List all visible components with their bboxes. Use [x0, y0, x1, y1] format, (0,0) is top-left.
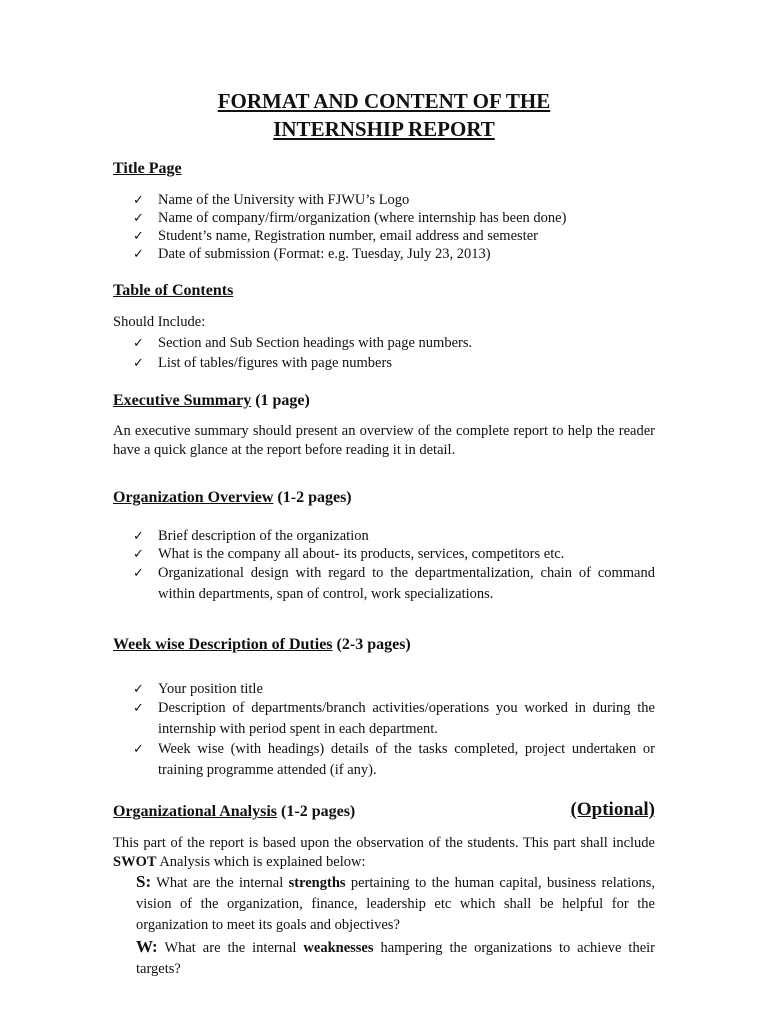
section-heading-week-duties: [113, 636, 411, 654]
title-page-list: [133, 191, 655, 263]
list-item: ✓ Section and Sub Section headings with page numbers.: [133, 335, 473, 351]
list-item: ✓ Student’s name, Registration number, email address and semester: [133, 228, 538, 244]
section-heading-text: Title Page: [113, 160, 182, 177]
checkmark-icon: ✓: [133, 335, 144, 350]
document-title-line1: FORMAT AND CONTENT OF THE: [217, 89, 551, 113]
week-duties-list: [133, 680, 655, 780]
section-page-count: (1 page): [255, 392, 310, 409]
checkmark-icon: ✓: [133, 565, 144, 580]
section-heading-toc: [113, 282, 233, 300]
list-item: ✓ Week wise (with headings) details of the tasks completed, project undertaken or training programme attended (if any).: [133, 741, 655, 778]
organization-overview-list: [133, 527, 655, 604]
checkmark-icon: ✓: [133, 681, 144, 696]
section-heading-text: Executive Summary: [113, 392, 252, 409]
list-item: ✓ Brief description of the organization: [133, 528, 369, 544]
list-item: ✓ Your position title: [133, 681, 263, 697]
checkmark-icon: ✓: [133, 192, 144, 207]
list-item: ✓ Date of submission (Format: e.g. Tuesday, July 23, 2013): [133, 246, 491, 262]
swot-letter: S:: [136, 872, 152, 891]
list-item: ✓ Name of the University with FJWU’s Logo: [133, 192, 410, 208]
checkmark-icon: ✓: [133, 700, 144, 715]
list-item: ✓ Organizational design with regard to the departmentalization, chain of command within departments, span of control, work specializations.: [133, 565, 655, 602]
section-heading-organizational-analysis: [113, 803, 355, 821]
document-title-line2: INTERNSHIP REPORT: [273, 117, 495, 141]
list-item: ✓ List of tables/figures with page numbers: [133, 355, 392, 371]
checkmark-icon: ✓: [133, 355, 144, 370]
section-heading-title-page: [113, 160, 182, 178]
section-heading-text: Organization Overview: [113, 489, 274, 506]
section-heading-text: Week wise Description of Duties: [113, 636, 333, 653]
checkmark-icon: ✓: [133, 546, 144, 561]
section-page-count: (1-2 pages): [281, 803, 356, 820]
optional-label: (Optional): [570, 799, 655, 820]
list-item: ✓ Name of company/firm/organization (where internship has been done): [133, 210, 567, 226]
checkmark-icon: ✓: [133, 228, 144, 243]
swot-strengths: S: What are the internal strengths pertaining to the human capital, business relations, vision of the organization, finance, leadership etc which shall be helpful for the organization to meet its goals and objectives?: [136, 872, 655, 933]
list-item: ✓ What is the company all about- its products, services, competitors etc.: [133, 546, 565, 562]
swot-letter: W:: [136, 937, 158, 956]
executive-summary-text: An executive summary should present an overview of the complete report to help the reader have a quick glance at the report before reading it in detail.: [113, 423, 655, 458]
list-item: ✓ Description of departments/branch activities/operations you worked in during the internship with period spent in each department.: [133, 700, 655, 737]
section-page-count: (1-2 pages): [277, 489, 352, 506]
section-heading-text: Organizational Analysis: [113, 803, 278, 820]
toc-intro: Should Include:: [113, 314, 206, 330]
checkmark-icon: ✓: [133, 528, 144, 543]
toc-list: [133, 334, 655, 372]
section-heading-executive-summary: [113, 392, 310, 410]
checkmark-icon: ✓: [133, 210, 144, 225]
section-heading-text: Table of Contents: [113, 282, 234, 299]
organizational-analysis-intro: This part of the report is based upon the observation of the students. This part shall include SWOT Analysis which is explained below:: [113, 835, 655, 870]
swot-weaknesses: W: What are the internal weaknesses hampering the organizations to achieve their targets?: [136, 937, 655, 977]
section-heading-organization-overview: [113, 489, 352, 507]
checkmark-icon: ✓: [133, 246, 144, 261]
checkmark-icon: ✓: [133, 741, 144, 756]
section-page-count: (2-3 pages): [336, 636, 411, 653]
